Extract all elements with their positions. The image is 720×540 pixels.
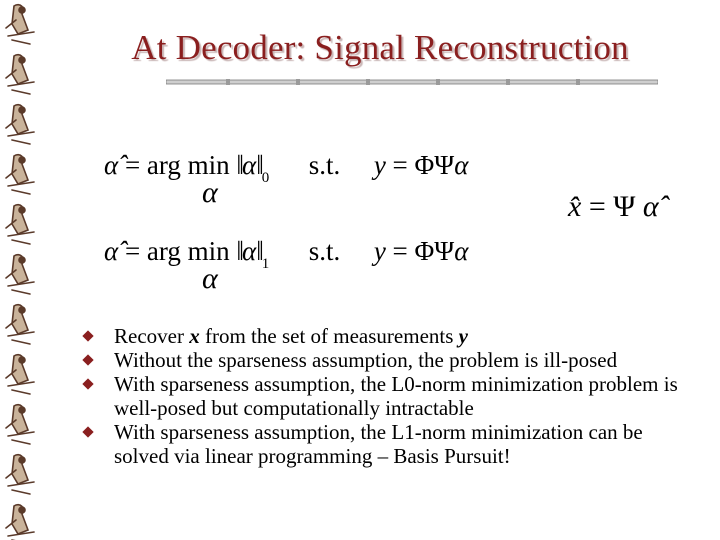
constraint-y: y <box>373 236 386 266</box>
subject-to: s.t. <box>308 236 341 266</box>
x-hat: x̂ <box>568 190 582 223</box>
norm-variable: α <box>242 150 257 180</box>
equation-l1 <box>104 236 469 272</box>
constraint-alpha: α <box>454 236 469 266</box>
bullet-text: from the set of measurements <box>199 324 459 348</box>
argmin-under-variable: α <box>202 176 218 209</box>
constraint-rhs: = ΦΨ <box>392 236 455 266</box>
argmin-text: arg min <box>146 236 230 266</box>
bullet-list <box>78 324 698 468</box>
slide-title: At Decoder: Signal Reconstruction <box>131 28 629 67</box>
argmin-text: arg min <box>146 150 230 180</box>
alpha-hat: α̂ <box>642 190 659 223</box>
norm-open: ‖ <box>236 150 243 180</box>
list-item <box>78 348 698 372</box>
title-underline <box>166 78 658 86</box>
diamond-bullet-icon <box>82 354 93 365</box>
norm-variable: α <box>242 236 257 266</box>
norm-open: ‖ <box>236 236 243 266</box>
bullet-text: Recover <box>114 324 190 348</box>
bullet-bold-y: y <box>458 324 468 348</box>
constraint-y: y <box>373 150 386 180</box>
list-item <box>78 324 698 348</box>
equals-sign: = <box>124 236 141 266</box>
norm-close: ‖ <box>256 236 262 266</box>
norm-subscript: 0 <box>261 170 270 186</box>
decorative-figure-border-icon <box>0 0 46 540</box>
constraint-rhs: = ΦΨ <box>392 150 455 180</box>
alpha-hat: α̂ <box>104 150 119 180</box>
list-item <box>78 420 698 468</box>
equation-l0 <box>104 150 469 186</box>
equals-sign: = <box>124 150 141 180</box>
equals-psi: = Ψ <box>588 190 636 223</box>
bullet-text: Without the sparseness assumption, the problem is ill-posed <box>114 348 618 372</box>
norm-close: ‖ <box>256 150 262 180</box>
argmin-under-variable: α <box>202 262 218 295</box>
bullet-text: With sparseness assumption, the L1-norm minimization can be solved via linear programming – Basis Pursuit! <box>114 420 643 468</box>
alpha-hat: α̂ <box>104 236 119 266</box>
list-item <box>78 372 698 420</box>
diamond-bullet-icon <box>82 426 93 437</box>
bullet-bold-x: x <box>189 324 200 348</box>
constraint-alpha: α <box>454 150 469 180</box>
bullet-text: With sparseness assumption, the L0-norm minimization problem is well-posed but computationally intractable <box>114 372 678 420</box>
diamond-bullet-icon <box>82 378 93 389</box>
equation-reconstruction <box>568 190 659 224</box>
norm-subscript: 1 <box>261 256 270 272</box>
diamond-bullet-icon <box>82 330 93 341</box>
subject-to: s.t. <box>308 150 341 180</box>
